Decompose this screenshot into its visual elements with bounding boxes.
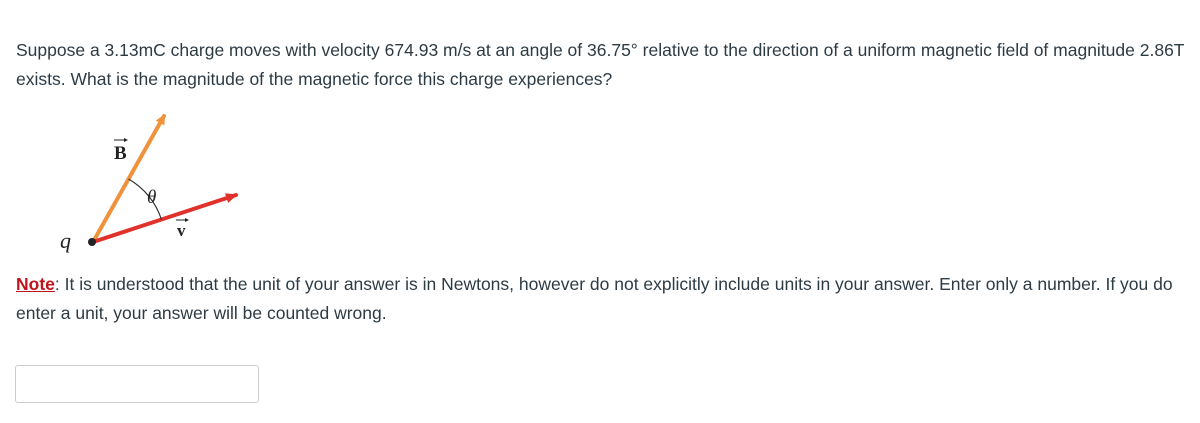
charge-dot: [88, 238, 96, 246]
velocity-label: v: [177, 221, 186, 240]
charge-label: q: [60, 228, 71, 253]
note-paragraph: [16, 270, 1191, 328]
answer-input[interactable]: [15, 365, 259, 403]
note-separator: :: [54, 274, 60, 294]
question-text: Suppose a 3.13mC charge moves with velocity 674.93 m/s at an angle of 36.75° relative to the direction of a uniform magnetic field of magnitude 2.86T exists. What is the magnitude of the magnetic force this charge experiences?: [16, 40, 1185, 89]
field-vector-arrowhead-icon: [124, 138, 128, 142]
note-label: Note: [16, 274, 55, 294]
note-text: It is understood that the unit of your answer is in Newtons, however do not explicitly include units in your answer. Enter only a number. If you do enter a unit, your answer will be counted wrong.: [16, 274, 1173, 323]
angle-label: θ: [147, 187, 157, 208]
magnetic-force-diagram: [28, 108, 248, 258]
field-label: B: [114, 143, 127, 164]
angle-arc: [129, 179, 162, 220]
velocity-vector-arrowhead-icon: [185, 218, 189, 222]
